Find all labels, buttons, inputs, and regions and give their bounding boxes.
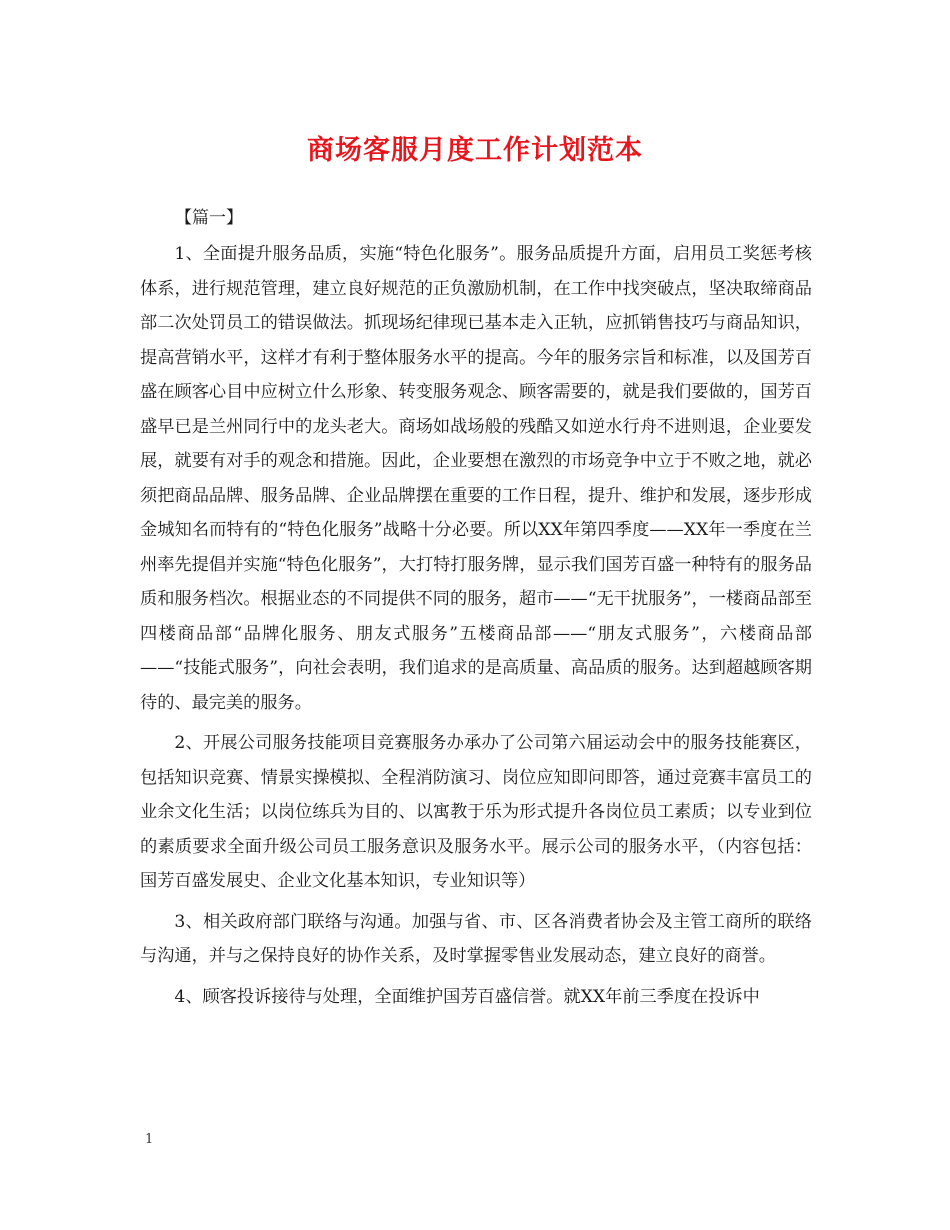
paragraph-4: 4、顾客投诉接待与处理，全面维护国芳百盛信誉。就XX年前三季度在投诉中 xyxy=(174,986,760,1007)
paragraph-1: 1、全面提升服务品质，实施“特色化服务”。服务品质提升方面，启用员工奖惩考核体系，进行规范管理，建立良好规范的正负激励机制，在工作中找突破点，坚决取缔商品部二次处罚员工的错误做法。抓现场纪律现已基本走入正轨，应抓销售技巧与商品知识，提高营销水平，这样才有利于整体服务水平的提高。今年的服务宗旨和标准，以及国芳百盛在顾客心目中应树立什么形象、转变服务观念、顾客需要的，就是我们要做的，国芳百盛早已是兰州同行中的龙头老大。商场如战场般的残酷又如逆水行舟不进则退，企业要发展，就要有对手的观念和措施。因此，企业要想在激烈的市场竞争中立于不败之地，就必须把商品品牌、服务品牌、企业品牌摆在重要的工作日程，提升、维护和发展，逐步形成金城知名而特有的“特色化服务”战略十分必要。所以XX年第四季度——XX年一季度在兰州率先提倡并实施“特色化服务”，大打特打服务牌，显示我们国芳百盛一种特有的服务品质和服务档次。根据业态的不同提供不同的服务，超市——“无干扰服务”，一楼商品部至四楼商品部“品牌化服务、朋友式服务”五楼商品部——“朋友式服务”，六楼商品部——“技能式服务”，向社会表明，我们追求的是高质量、高品质的服务。达到超越顾客期待的、最完美的服务。 xyxy=(140,244,812,713)
document-title: 商场客服月度工作计划范本 xyxy=(307,135,643,166)
section-label: 【篇一】 xyxy=(175,208,243,228)
page-number: 1 xyxy=(145,1132,154,1147)
document-body xyxy=(140,237,812,1020)
paragraph-3: 3、相关政府部门联络与沟通。加强与省、市、区各消费者协会及主管工商所的联络与沟通，并与之保持良好的协作关系，及时掌握零售业发展动态，建立良好的商誉。 xyxy=(140,911,812,966)
paragraph-2: 2、开展公司服务技能项目竞赛服务办承办了公司第六届运动会中的服务技能赛区，包括知识竞赛、情景实操模拟、全程消防演习、岗位应知即问即答，通过竞赛丰富员工的业余文化生活；以岗位练兵为目的、以寓教于乐为形式提升各岗位员工素质；以专业到位的素质要求全面升级公司员工服务意识及服务水平。展示公司的服务水平，（内容包括：国芳百盛发展史、企业文化基本知识，专业知识等） xyxy=(140,733,812,891)
